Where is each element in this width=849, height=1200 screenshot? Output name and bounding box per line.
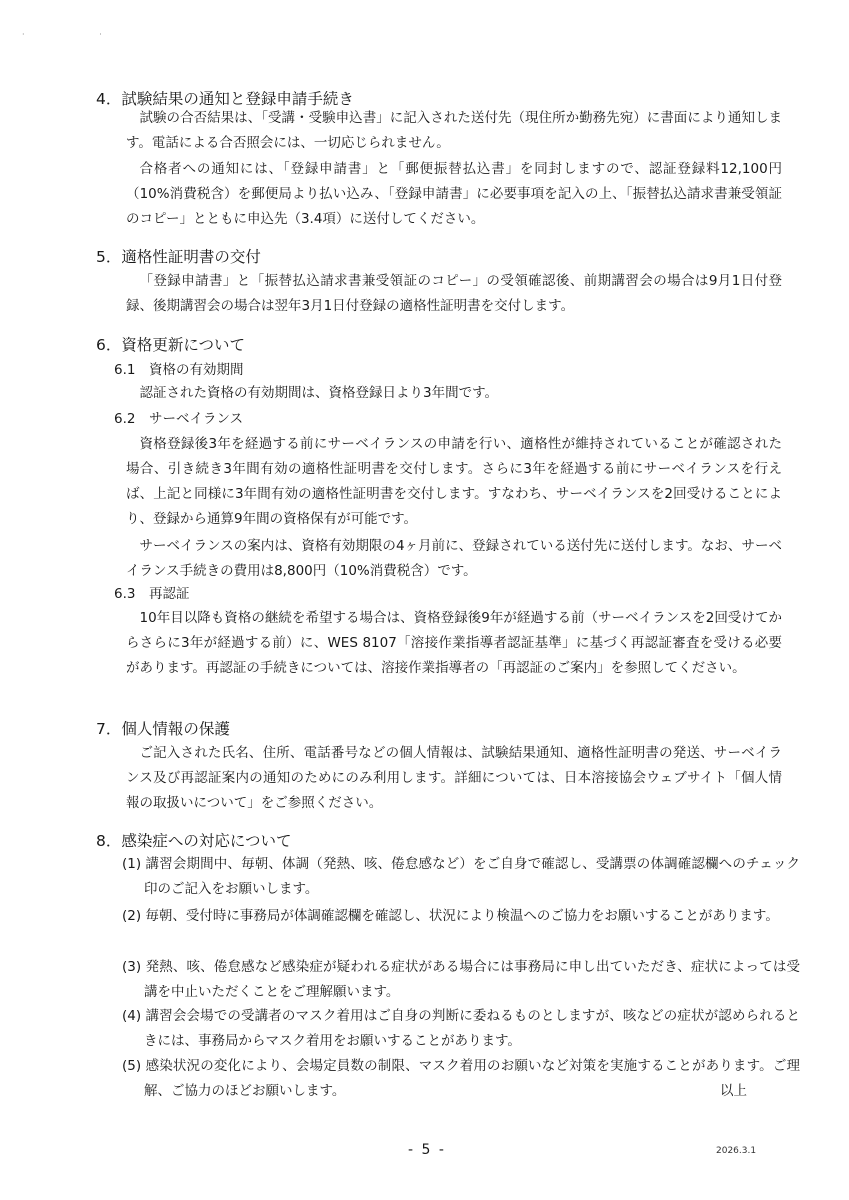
section-6-1-paragraph: 認証された資格の有効期間は、資格登録日より3年間です。 <box>139 385 499 401</box>
section-8-item-5: (5) 感染状況の変化により、会場定員数の制限、マスク着用のお願いなど対策を実施することがあります。ご理解、ご協力のほどお願いします。 <box>122 1058 800 1099</box>
revision-date: 2026.3.1 <box>716 1146 757 1156</box>
section-4-paragraph-1: 試験の合否結果は、「受講・受験申込書」に記入された送付先（現住所か勤務先宛）に書面により通知します。電話による合否照会には、一切応じられません。 <box>126 110 782 151</box>
closing-mark: 以上 <box>720 1083 747 1099</box>
section-6-2-title: 6.2 サーベイランス <box>114 411 244 427</box>
section-8-item-2: (2) 毎朝、受付時に事務局が体調確認欄を確認し、状況により検温へのご協力をお願いすることがあります。 <box>122 908 779 924</box>
section-7-title: 7．個人情報の保護 <box>96 720 230 738</box>
section-8-item-3: (3) 発熱、咳、倦怠感など感染症が疑われる症状がある場合には事務局に申し出ていただき、症状によっては受講を中止いただくことをご理解願います。 <box>122 959 800 1000</box>
section-6-2-paragraph-2: サーベイランスの案内は、資格有効期限の4ヶ月前に、登録されている送付先に送付します。なお、サーベイランス手続きの費用は8,800円（10%消費税含）です。 <box>126 538 782 579</box>
section-4-title: 4．試験結果の通知と登録申請手続き <box>96 90 354 108</box>
section-6-2-paragraph-1: 資格登録後3年を経過する前にサーベイランスの申請を行い、適格性が維持されていることが確認された場合、引き続き3年間有効の適格性証明書を交付します。さらに3年を経過する前にサーベイランスを行えば、上記と同様に3年間有効の適格性証明書を交付します。すなわち、サーベイランスを2回受けることにより、登録から通算9年間の資格保有が可能です。 <box>126 436 782 527</box>
section-6-title: 6．資格更新について <box>96 336 246 354</box>
scan-specks: · · <box>22 30 138 39</box>
section-6-1-title: 6.1 資格の有効期間 <box>114 362 244 378</box>
section-8-item-4: (4) 講習会会場での受講者のマスク着用はご自身の判断に委ねるものとしますが、咳などの症状が認められるときには、事務局からマスク着用をお願いすることがあります。 <box>122 1008 800 1049</box>
section-4-paragraph-2: 合格者への通知には、「登録申請書」と「郵便振替払込書」を同封しますので、認証登録料12,100円（10%消費税含）を郵便局より払い込み、「登録申請書」に必要事項を記入の上、「振替払込請求書兼受領証のコピー」とともに申込先（3.4項）に送付してください。 <box>126 161 782 227</box>
page-number: - 5 - <box>408 1142 446 1158</box>
section-7-paragraph: ご記入された氏名、住所、電話番号などの個人情報は、試験結果通知、適格性証明書の発送、サーベイランス及び再認証案内の通知のためにのみ利用します。詳細については、日本溶接協会ウェブサイト「個人情報の取扱いについて」をご参照ください。 <box>126 745 782 811</box>
section-8-item-1: (1) 講習会期間中、毎朝、体調（発熱、咳、倦怠感など）をご自身で確認し、受講票の体調確認欄へのチェック印のご記入をお願いします。 <box>122 856 800 897</box>
section-6-3-paragraph: 10年目以降も資格の継続を希望する場合は、資格登録後9年が経過する前（サーベイランスを2回受けてからさらに3年が経過する前）に、WES 8107「溶接作業指導者認証基準」に基づく再認証審査を受ける必要があります。再認証の手続きについては、溶接作業指導者の「再認証のご案内」を参照してください。 <box>126 610 782 676</box>
section-5-paragraph-1: 「登録申請書」と「振替払込請求書兼受領証のコピー」の受領確認後、前期講習会の場合は9月1日付登録、後期講習会の場合は翌年3月1日付登録の適格性証明書を交付します。 <box>126 273 782 314</box>
section-5-title: 5．適格性証明書の交付 <box>96 248 261 266</box>
section-6-3-title: 6.3 再認証 <box>114 586 190 602</box>
section-8-title: 8．感染症への対応について <box>96 832 292 850</box>
